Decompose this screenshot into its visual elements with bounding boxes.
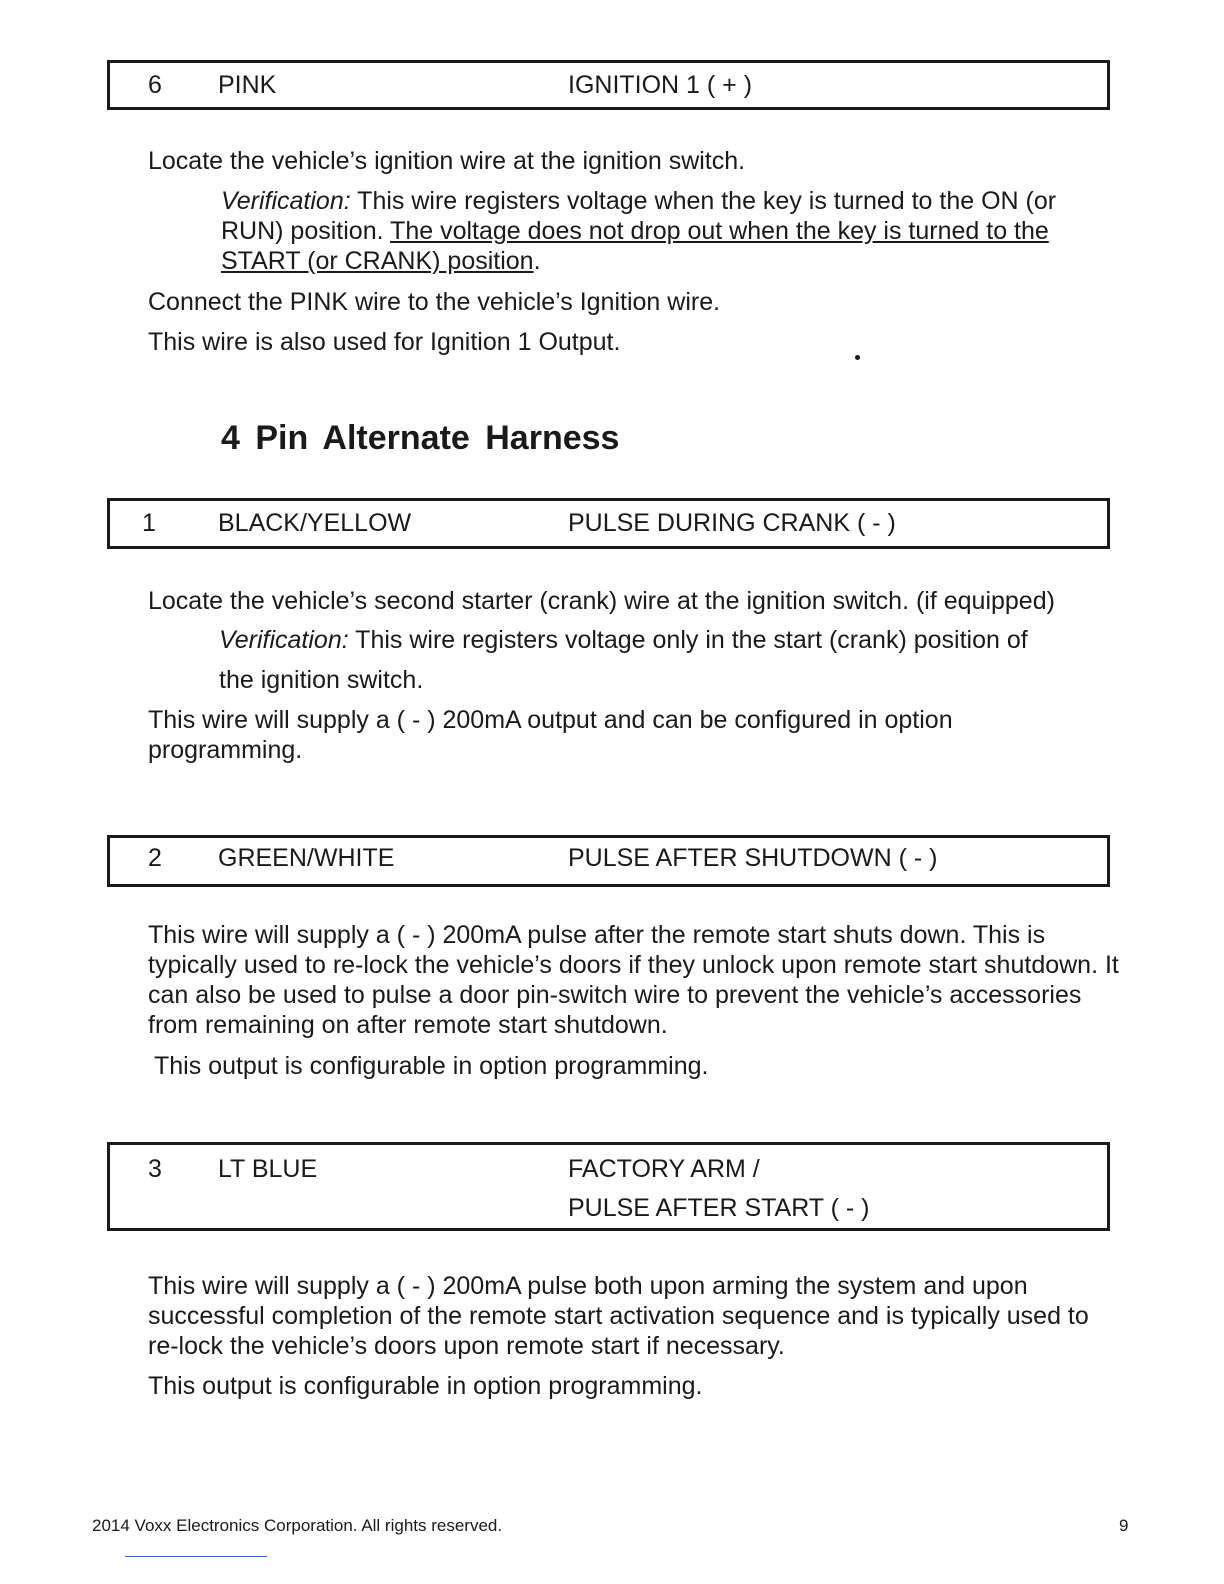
- wire-color: GREEN/WHITE: [218, 844, 395, 872]
- wire-color: PINK: [218, 71, 277, 99]
- wire1-supply-text: This wire will supply a ( - ) 200mA output and can be configured in option programming.: [148, 706, 953, 764]
- pink-connect-text: Connect the PINK wire to the vehicle’s Ignition wire.: [148, 288, 721, 316]
- verification-body: This wire registers voltage when the key is turned to the ON (or RUN) position.: [221, 187, 1057, 245]
- wire-function-line1: FACTORY ARM /: [568, 1155, 760, 1183]
- verification-label: Verification:: [219, 626, 349, 654]
- pink-verification-text: [221, 186, 1091, 276]
- wire-number: 3: [148, 1155, 162, 1183]
- divider: [125, 1556, 267, 1557]
- wire-function: PULSE AFTER SHUTDOWN ( - ): [568, 844, 938, 872]
- verification-body: This wire registers voltage only in the start (crank) position of: [348, 626, 1028, 654]
- wire-row: [110, 1145, 1107, 1222]
- wire-table-pink: [107, 60, 1110, 110]
- wire-row: [110, 838, 1107, 877]
- wire-row: [110, 501, 1107, 540]
- wire-table-2: [107, 835, 1110, 887]
- wire-function-line2: PULSE AFTER START ( - ): [568, 1194, 870, 1222]
- wire-function: PULSE DURING CRANK ( - ): [568, 509, 896, 537]
- wire1-verification-line2: the ignition switch.: [219, 666, 424, 694]
- verification-label: Verification:: [221, 187, 351, 215]
- verification-underlined: The voltage does not drop out when the key is turned to the START (or CRANK) position: [221, 217, 1049, 275]
- wire-number: 2: [148, 844, 162, 872]
- wire-number: 6: [148, 71, 162, 99]
- verification-end: .: [533, 247, 541, 275]
- wire2-config-text: This output is configurable in option programming.: [154, 1052, 709, 1080]
- stray-dot: [855, 355, 860, 360]
- wire3-supply-text: This wire will supply a ( - ) 200mA pulse both upon arming the system and upon successful completion of the remote start activation sequence and is typically used to re-lock the vehicle’s doors upon remote start if necessary.: [148, 1272, 1089, 1360]
- wire3-config-text: This output is configurable in option programming.: [148, 1372, 703, 1400]
- page-number: 9: [1119, 1516, 1129, 1535]
- wire-table-1: [107, 498, 1110, 549]
- wire-color: LT BLUE: [218, 1155, 318, 1183]
- wire-table-3: [107, 1142, 1110, 1231]
- wire-row: [110, 63, 1107, 102]
- wire2-supply-text: This wire will supply a ( - ) 200mA pulse after the remote start shuts down. This is typically used to re-lock the vehicle’s doors if they unlock upon remote start shutdown. It can also be used to pulse a door pin-switch wire to prevent the vehicle’s accessories from remaining on after remote start shutdown.: [148, 921, 1119, 1039]
- pink-locate-text: Locate the vehicle’s ignition wire at the ignition switch.: [148, 147, 746, 175]
- wire-function: IGNITION 1 ( + ): [568, 71, 753, 99]
- wire1-locate-text: Locate the vehicle’s second starter (crank) wire at the ignition switch. (if equipped): [148, 587, 1055, 615]
- wire-number: 1: [142, 509, 156, 537]
- section-title: 4 Pin Alternate Harness: [221, 419, 620, 457]
- footer-copyright: 2014 Voxx Electronics Corporation. All rights reserved.: [92, 1516, 503, 1535]
- wire1-verification-text: [219, 625, 1028, 655]
- wire-color: BLACK/YELLOW: [218, 509, 412, 537]
- pink-also-text: This wire is also used for Ignition 1 Output.: [148, 328, 621, 356]
